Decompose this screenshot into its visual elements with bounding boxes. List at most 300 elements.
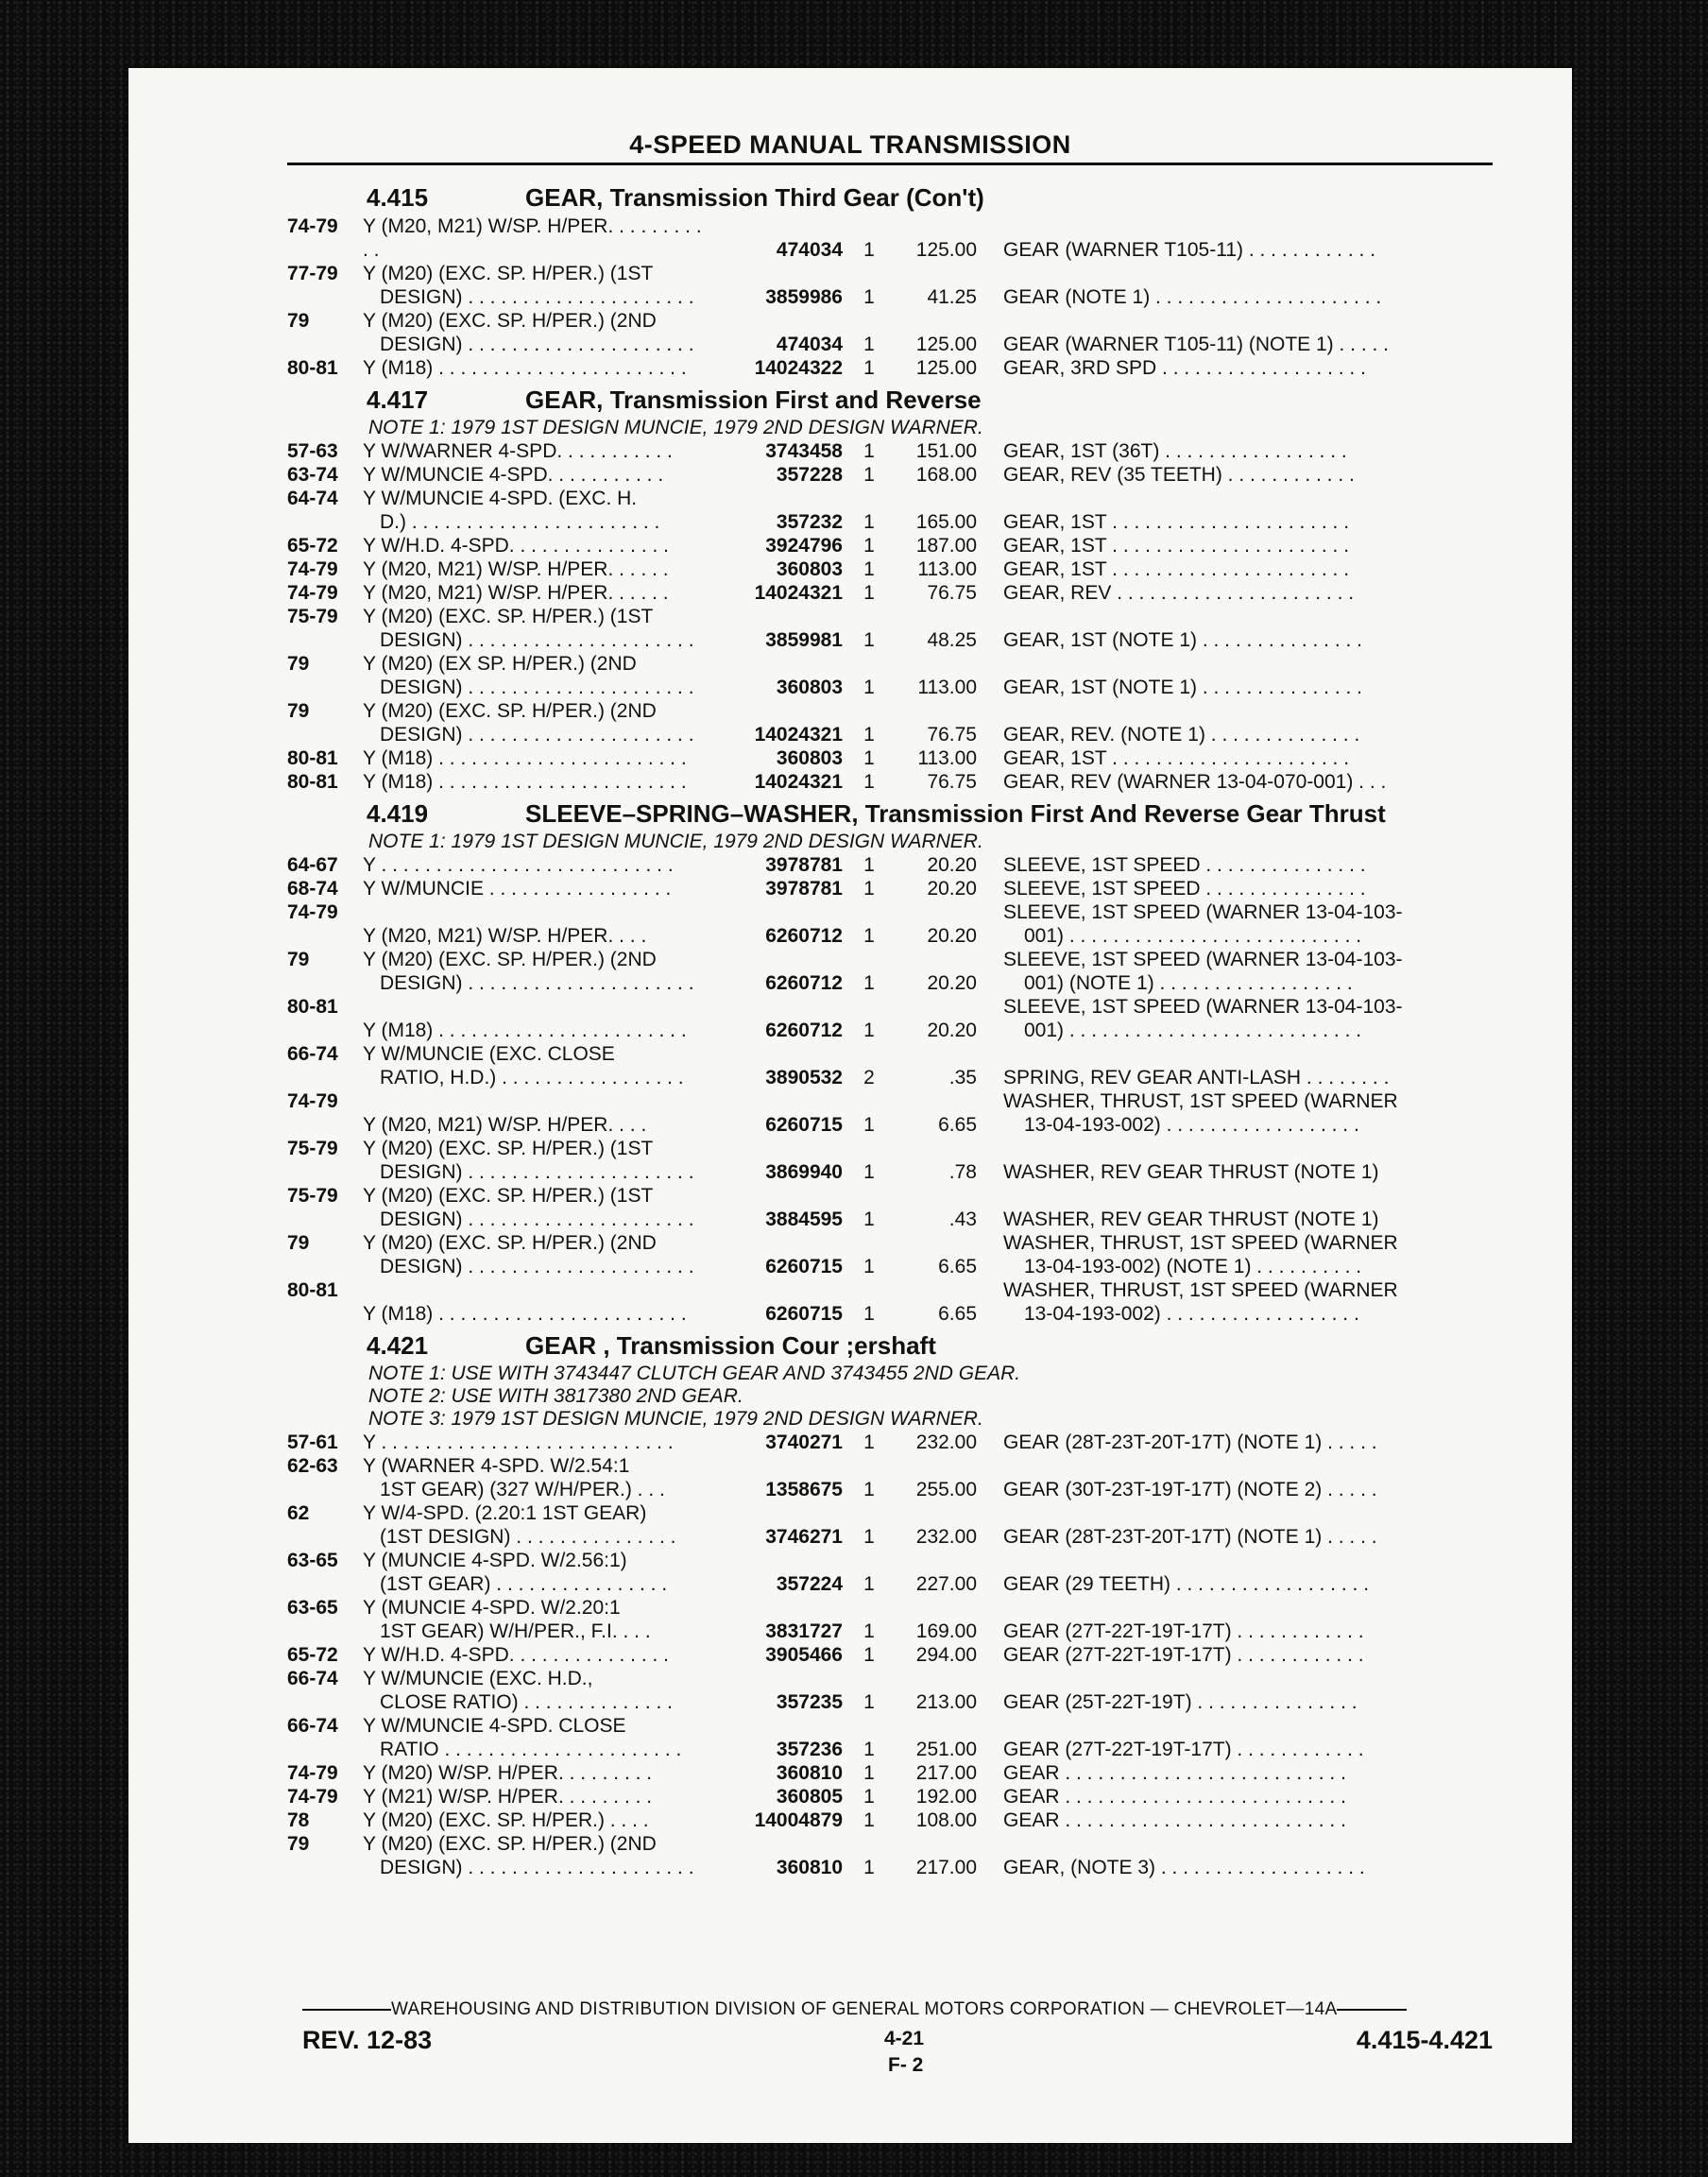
model-years: 66-74 xyxy=(287,1668,338,1689)
part-number: 14024321 xyxy=(754,724,843,746)
description-line: Y W/WARNER 4-SPD. . . . . . . . . . . xyxy=(363,440,673,462)
sub-page-number: F- 2 xyxy=(888,2054,924,2076)
part-number: 3859981 xyxy=(765,629,843,651)
description-line: Y . . . . . . . . . . . . . . . . . . . . . . . . . . . xyxy=(363,854,674,876)
quantity: 1 xyxy=(863,1114,875,1136)
part-row xyxy=(287,1549,1506,1596)
list-price: 20.20 xyxy=(927,854,977,876)
list-price: 20.20 xyxy=(927,1020,977,1041)
section-number: 4.421 xyxy=(367,1331,429,1360)
section-header xyxy=(287,799,1506,828)
description-line: Y (MUNCIE 4-SPD. W/2.56:1) xyxy=(363,1550,627,1571)
description-line: (1ST GEAR) . . . . . . . . . . . . . . . . xyxy=(380,1573,668,1595)
part-name xyxy=(990,1690,1506,1714)
part-name-line: 001) . . . . . . . . . . . . . . . . . . . . . . . . . . . xyxy=(1024,1020,1362,1041)
part-name-line: 13-04-193-002) (NOTE 1) . . . . . . . . . . xyxy=(1024,1256,1362,1277)
part-number: 3831727 xyxy=(765,1620,843,1642)
part-name xyxy=(990,1478,1506,1501)
part-name-line: GEAR (28T-23T-20T-17T) (NOTE 1) . . . . . xyxy=(1003,1526,1377,1548)
description-line: DESIGN) . . . . . . . . . . . . . . . . . . . . . xyxy=(380,334,694,355)
description-line: Y (M20) (EXC. SP. H/PER.) . . . . xyxy=(363,1809,649,1831)
application-description xyxy=(363,605,712,652)
part-row xyxy=(287,581,1506,605)
application-description xyxy=(363,770,712,794)
list-price: 113.00 xyxy=(917,677,977,698)
description-line: Y . . . . . . . . . . . . . . . . . . . . . . . . . . . xyxy=(363,1431,674,1453)
section-title: GEAR, Transmission First and Reverse xyxy=(525,386,982,414)
page-number: 4-21 xyxy=(884,2028,925,2049)
part-name xyxy=(990,948,1506,995)
application-description xyxy=(363,853,712,877)
part-name xyxy=(990,238,1506,262)
footer-division-line xyxy=(302,1999,1493,2020)
part-name xyxy=(990,333,1506,356)
description-line: Y W/MUNCIE (EXC. H.D., xyxy=(363,1668,593,1689)
quantity: 1 xyxy=(863,464,875,486)
list-price: 192.00 xyxy=(915,1786,977,1808)
application-description xyxy=(363,487,712,534)
description-line: Y (M20) (EXC. SP. H/PER.) (2ND xyxy=(363,1232,657,1254)
part-number: 360810 xyxy=(776,1857,843,1878)
part-number: 6260712 xyxy=(765,1020,843,1041)
parts-listing xyxy=(287,178,1506,1879)
part-name-line: 13-04-193-002) . . . . . . . . . . . . . . . . . . xyxy=(1024,1114,1359,1136)
model-years: 79 xyxy=(287,700,310,722)
list-price: 76.75 xyxy=(927,582,977,604)
list-price: 6.65 xyxy=(938,1303,977,1325)
description-line: DESIGN) . . . . . . . . . . . . . . . . . . . . . xyxy=(380,1256,694,1277)
footer-division-text: WAREHOUSING AND DISTRIBUTION DIVISION OF GENERAL MOTORS CORPORATION — CHEVROLET—14A xyxy=(391,1999,1338,2019)
description-line: Y W/4-SPD. (2.20:1 1ST GEAR) xyxy=(363,1502,647,1524)
description-line: Y (M20, M21) W/SP. H/PER. . . . xyxy=(363,1114,647,1136)
application-description xyxy=(363,1549,712,1596)
quantity: 1 xyxy=(863,1161,875,1183)
model-years: 62-63 xyxy=(287,1455,338,1477)
model-years: 79 xyxy=(287,949,310,970)
list-price: 213.00 xyxy=(915,1691,977,1713)
revision-date: REV. 12-83 xyxy=(302,2026,433,2054)
application-description xyxy=(363,1808,712,1832)
model-years: 63-74 xyxy=(287,464,338,486)
part-name-line: GEAR, 1ST . . . . . . . . . . . . . . . . . . . . . . xyxy=(1003,535,1350,557)
description-line: DESIGN) . . . . . . . . . . . . . . . . . . . . . xyxy=(380,677,694,698)
description-line: Y (M20, M21) W/SP. H/PER. . . . . . xyxy=(363,558,669,580)
list-price: 20.20 xyxy=(927,878,977,900)
part-number: 14024321 xyxy=(754,771,843,793)
application-description xyxy=(363,699,712,746)
part-name-line: SPRING, REV GEAR ANTI-LASH . . . . . . . . xyxy=(1003,1067,1390,1088)
application-description xyxy=(363,557,712,581)
part-name-line: 001) (NOTE 1) . . . . . . . . . . . . . . . . . . xyxy=(1024,972,1353,994)
application-description xyxy=(363,1832,712,1879)
part-number: 3890532 xyxy=(765,1067,843,1088)
part-number: 360805 xyxy=(776,1786,843,1808)
section-range: 4.415-4.421 xyxy=(1356,2026,1493,2054)
part-name-line: WASHER, THRUST, 1ST SPEED (WARNER xyxy=(1003,1090,1398,1112)
description-line: Y (M20, M21) W/SP. H/PER. . . . . . . . . . . xyxy=(363,215,702,261)
part-name-line: GEAR, 3RD SPD . . . . . . . . . . . . . . . . . . . xyxy=(1003,357,1366,379)
quantity: 1 xyxy=(863,747,875,769)
part-name xyxy=(990,900,1506,948)
part-row xyxy=(287,746,1506,770)
quantity: 1 xyxy=(863,511,875,533)
list-price: .43 xyxy=(948,1208,977,1230)
model-years: 74-79 xyxy=(287,215,338,237)
part-row xyxy=(287,1643,1506,1667)
description-line: Y W/MUNCIE 4-SPD. (EXC. H. xyxy=(363,488,638,509)
part-name xyxy=(990,439,1506,463)
application-description xyxy=(363,1667,712,1714)
part-name-line: GEAR (25T-22T-19T) . . . . . . . . . . . . . . . xyxy=(1003,1691,1358,1713)
model-years: 74-79 xyxy=(287,1762,338,1784)
part-name-line: GEAR . . . . . . . . . . . . . . . . . . . . . . . . . . xyxy=(1003,1809,1346,1831)
model-years: 79 xyxy=(287,653,310,675)
application-description xyxy=(363,1113,712,1137)
part-name xyxy=(990,1785,1506,1808)
part-number: 14004879 xyxy=(754,1809,843,1831)
application-description xyxy=(363,652,712,699)
section-number: 4.415 xyxy=(367,183,429,212)
part-name xyxy=(990,534,1506,557)
catalog-page xyxy=(128,68,1572,2143)
part-number: 357236 xyxy=(776,1739,843,1760)
quantity: 1 xyxy=(863,1573,875,1595)
part-row xyxy=(287,1596,1506,1643)
description-line: Y W/MUNCIE . . . . . . . . . . . . . . . . . xyxy=(363,878,672,900)
description-line: Y (M20) (EXC. SP. H/PER.) (1ST xyxy=(363,606,654,627)
model-years: 74-79 xyxy=(287,901,338,923)
part-name xyxy=(990,510,1506,534)
part-row xyxy=(287,1137,1506,1184)
description-line: DESIGN) . . . . . . . . . . . . . . . . . . . . . xyxy=(380,724,694,746)
part-number: 3859986 xyxy=(765,286,843,308)
part-row xyxy=(287,1714,1506,1761)
quantity: 1 xyxy=(863,629,875,651)
part-name xyxy=(990,1761,1506,1785)
part-row xyxy=(287,309,1506,356)
list-price: .78 xyxy=(948,1161,977,1183)
part-name-line: GEAR (WARNER T105-11) (NOTE 1) . . . . . xyxy=(1003,334,1390,355)
part-name xyxy=(990,723,1506,746)
part-name xyxy=(990,995,1506,1042)
section-title: GEAR , Transmission Cour ;ershaft xyxy=(525,1331,936,1360)
quantity: 1 xyxy=(863,1208,875,1230)
part-number: 6260712 xyxy=(765,925,843,947)
model-years: 57-61 xyxy=(287,1431,338,1453)
model-years: 74-79 xyxy=(287,582,338,604)
section-note: NOTE 2: USE WITH 3817380 2ND GEAR. xyxy=(368,1385,743,1407)
part-name-line: GEAR, REV (35 TEETH) . . . . . . . . . . . . xyxy=(1003,464,1355,486)
application-description xyxy=(363,1785,712,1808)
model-years: 68-74 xyxy=(287,878,338,900)
description-line: Y (M20, M21) W/SP. H/PER. . . . xyxy=(363,925,647,947)
description-line: Y (M20) (EXC. SP. H/PER.) (2ND xyxy=(363,310,657,332)
list-price: 20.20 xyxy=(927,925,977,947)
model-years: 57-63 xyxy=(287,440,338,462)
quantity: 1 xyxy=(863,677,875,698)
section-note: NOTE 1: 1979 1ST DESIGN MUNCIE, 1979 2ND DESIGN WARNER. xyxy=(368,831,983,852)
section-header xyxy=(287,183,1506,212)
part-name xyxy=(990,628,1506,652)
description-line: Y W/MUNCIE 4-SPD. CLOSE xyxy=(363,1715,626,1737)
part-name xyxy=(990,463,1506,487)
part-number: 474034 xyxy=(776,334,843,355)
quantity: 1 xyxy=(863,1526,875,1548)
part-name xyxy=(990,877,1506,900)
part-row xyxy=(287,1832,1506,1879)
quantity: 1 xyxy=(863,972,875,994)
part-name-line: GEAR, REV . . . . . . . . . . . . . . . . . . . . . . xyxy=(1003,582,1355,604)
application-description xyxy=(363,877,712,900)
description-line: D.) . . . . . . . . . . . . . . . . . . . . . . . xyxy=(380,511,660,533)
list-price: 41.25 xyxy=(927,286,977,308)
quantity: 1 xyxy=(863,1644,875,1666)
part-name xyxy=(990,1160,1506,1184)
part-row xyxy=(287,699,1506,746)
application-description xyxy=(363,1137,712,1184)
application-description xyxy=(363,356,712,380)
part-name-line: GEAR (27T-22T-19T-17T) . . . . . . . . . . . . xyxy=(1003,1739,1364,1760)
model-years: 74-79 xyxy=(287,1786,338,1808)
part-name-line: GEAR, 1ST (36T) . . . . . . . . . . . . . . . . . xyxy=(1003,440,1347,462)
description-line: Y W/H.D. 4-SPD. . . . . . . . . . . . . . . xyxy=(363,1644,670,1666)
part-row xyxy=(287,262,1506,309)
description-line: Y (M20) (EXC. SP. H/PER.) (1ST xyxy=(363,263,654,284)
list-price: 6.65 xyxy=(938,1256,977,1277)
section-note: NOTE 1: USE WITH 3743447 CLUTCH GEAR AND 3743455 2ND GEAR. xyxy=(368,1363,1021,1384)
part-number: 6260715 xyxy=(765,1114,843,1136)
description-line: DESIGN) . . . . . . . . . . . . . . . . . . . . . xyxy=(380,629,694,651)
part-number: 360803 xyxy=(776,747,843,769)
model-years: 80-81 xyxy=(287,771,338,793)
application-description xyxy=(363,1501,712,1549)
model-years: 80-81 xyxy=(287,747,338,769)
quantity: 1 xyxy=(863,239,875,261)
list-price: 20.20 xyxy=(927,972,977,994)
part-name-line: GEAR (30T-23T-19T-17T) (NOTE 2) . . . . . xyxy=(1003,1479,1377,1500)
description-line: 1ST GEAR) W/H/PER., F.I. . . . xyxy=(380,1620,651,1642)
part-row xyxy=(287,1042,1506,1089)
application-description xyxy=(363,1231,712,1278)
quantity: 1 xyxy=(863,1691,875,1713)
description-line: Y (M18) . . . . . . . . . . . . . . . . . . . . . . . xyxy=(363,747,687,769)
part-row xyxy=(287,1278,1506,1326)
part-name xyxy=(990,1278,1506,1326)
quantity: 1 xyxy=(863,440,875,462)
part-number: 3978781 xyxy=(765,854,843,876)
list-price: 168.00 xyxy=(915,464,977,486)
model-years: 63-65 xyxy=(287,1597,338,1619)
part-name xyxy=(990,676,1506,699)
page-title: 4-SPEED MANUAL TRANSMISSION xyxy=(629,130,1071,159)
part-name-line: GEAR, 1ST . . . . . . . . . . . . . . . . . . . . . . xyxy=(1003,747,1350,769)
part-name xyxy=(990,1066,1506,1089)
section-header xyxy=(287,386,1506,414)
model-years: 77-79 xyxy=(287,263,338,284)
part-name xyxy=(990,557,1506,581)
list-price: 6.65 xyxy=(938,1114,977,1136)
part-name xyxy=(990,1208,1506,1231)
part-name xyxy=(990,1643,1506,1667)
part-name-line: WASHER, REV GEAR THRUST (NOTE 1) xyxy=(1003,1161,1379,1183)
model-years: 64-67 xyxy=(287,854,338,876)
part-name xyxy=(990,1808,1506,1832)
footer-rule-right xyxy=(1337,2009,1407,2011)
application-description xyxy=(363,1042,712,1089)
part-number: 3740271 xyxy=(765,1431,843,1453)
description-line: RATIO, H.D.) . . . . . . . . . . . . . . . . . xyxy=(380,1067,684,1088)
part-name-line: GEAR (NOTE 1) . . . . . . . . . . . . . . . . . . . . . xyxy=(1003,286,1382,308)
part-number: 357235 xyxy=(776,1691,843,1713)
quantity: 1 xyxy=(863,334,875,355)
part-row xyxy=(287,770,1506,794)
description-line: Y (M21) W/SP. H/PER. . . . . . . . . xyxy=(363,1786,653,1808)
application-description xyxy=(363,309,712,356)
description-line: CLOSE RATIO) . . . . . . . . . . . . . . xyxy=(380,1691,673,1713)
part-number: 360810 xyxy=(776,1762,843,1784)
part-row xyxy=(287,900,1506,948)
part-name xyxy=(990,1431,1506,1454)
application-description xyxy=(363,1431,712,1454)
quantity: 1 xyxy=(863,1739,875,1760)
model-years: 75-79 xyxy=(287,1138,338,1159)
description-line: Y W/MUNCIE 4-SPD. . . . . . . . . . . xyxy=(363,464,664,486)
list-price: 217.00 xyxy=(915,1762,977,1784)
list-price: 217.00 xyxy=(915,1857,977,1878)
part-number: 3978781 xyxy=(765,878,843,900)
part-row xyxy=(287,1761,1506,1785)
part-number: 3884595 xyxy=(765,1208,843,1230)
part-row xyxy=(287,534,1506,557)
quantity: 1 xyxy=(863,357,875,379)
part-number: 360803 xyxy=(776,558,843,580)
quantity: 1 xyxy=(863,854,875,876)
application-description xyxy=(363,1714,712,1761)
application-description xyxy=(363,1454,712,1501)
section-title: SLEEVE–SPRING–WASHER, Transmission First And Reverse Gear Thrust xyxy=(525,799,1386,828)
model-years: 65-72 xyxy=(287,1644,338,1666)
part-name xyxy=(990,1572,1506,1596)
part-name-line: GEAR, 1ST . . . . . . . . . . . . . . . . . . . . . . xyxy=(1003,558,1350,580)
part-name xyxy=(990,1525,1506,1549)
part-row xyxy=(287,652,1506,699)
part-number: 6260712 xyxy=(765,972,843,994)
list-price: 227.00 xyxy=(915,1573,977,1595)
model-years: 78 xyxy=(287,1809,310,1831)
list-price: 294.00 xyxy=(915,1644,977,1666)
part-row xyxy=(287,557,1506,581)
part-name-line: WASHER, REV GEAR THRUST (NOTE 1) xyxy=(1003,1208,1379,1230)
application-description xyxy=(363,1596,712,1643)
quantity: 1 xyxy=(863,1762,875,1784)
part-name-line: WASHER, THRUST, 1ST SPEED (WARNER xyxy=(1003,1279,1398,1301)
part-row xyxy=(287,1785,1506,1808)
section-number: 4.417 xyxy=(367,386,429,414)
part-name-line: GEAR, 1ST (NOTE 1) . . . . . . . . . . . . . . . xyxy=(1003,677,1363,698)
part-name xyxy=(990,285,1506,309)
part-name xyxy=(990,356,1506,380)
part-name-line: WASHER, THRUST, 1ST SPEED (WARNER xyxy=(1003,1232,1398,1254)
part-name-line: GEAR . . . . . . . . . . . . . . . . . . . . . . . . . . xyxy=(1003,1786,1346,1808)
description-line: DESIGN) . . . . . . . . . . . . . . . . . . . . . xyxy=(380,1161,694,1183)
part-name xyxy=(990,581,1506,605)
part-number: 6260715 xyxy=(765,1256,843,1277)
list-price: 125.00 xyxy=(915,239,977,261)
part-number: 3869940 xyxy=(765,1161,843,1183)
application-description xyxy=(363,1643,712,1667)
application-description xyxy=(363,262,712,309)
application-description xyxy=(363,581,712,605)
part-name-line: GEAR, 1ST . . . . . . . . . . . . . . . . . . . . . . xyxy=(1003,511,1350,533)
footer-rule-left xyxy=(302,2009,391,2011)
description-line: Y (M20) (EXC. SP. H/PER.) (2ND xyxy=(363,1833,657,1855)
part-row xyxy=(287,995,1506,1042)
description-line: Y (WARNER 4-SPD. W/2.54:1 xyxy=(363,1455,630,1477)
quantity: 1 xyxy=(863,1857,875,1878)
part-number: 1358675 xyxy=(765,1479,843,1500)
application-description xyxy=(363,214,712,262)
description-line: Y (M20) W/SP. H/PER. . . . . . . . . xyxy=(363,1762,653,1784)
part-name-line: GEAR (29 TEETH) . . . . . . . . . . . . . . . . . . xyxy=(1003,1573,1370,1595)
model-years: 79 xyxy=(287,1232,310,1254)
part-row xyxy=(287,439,1506,463)
part-number: 3746271 xyxy=(765,1526,843,1548)
model-years: 65-72 xyxy=(287,535,338,557)
application-description xyxy=(363,463,712,487)
part-name xyxy=(990,1089,1506,1137)
section-header xyxy=(287,1331,1506,1360)
quantity: 1 xyxy=(863,582,875,604)
application-description xyxy=(363,439,712,463)
quantity: 1 xyxy=(863,771,875,793)
part-name xyxy=(990,1738,1506,1761)
part-name-line: SLEEVE, 1ST SPEED (WARNER 13-04-103- xyxy=(1003,996,1403,1018)
list-price: 76.75 xyxy=(927,724,977,746)
description-line: DESIGN) . . . . . . . . . . . . . . . . . . . . . xyxy=(380,1857,694,1878)
description-line: DESIGN) . . . . . . . . . . . . . . . . . . . . . xyxy=(380,972,694,994)
list-price: 108.00 xyxy=(915,1809,977,1831)
quantity: 1 xyxy=(863,1020,875,1041)
description-line: Y W/MUNCIE (EXC. CLOSE xyxy=(363,1043,615,1065)
list-price: 255.00 xyxy=(915,1479,977,1500)
part-name xyxy=(990,746,1506,770)
quantity: 1 xyxy=(863,1786,875,1808)
part-row xyxy=(287,1501,1506,1549)
list-price: 125.00 xyxy=(915,334,977,355)
part-number: 360803 xyxy=(776,677,843,698)
quantity: 1 xyxy=(863,1303,875,1325)
part-row xyxy=(287,1808,1506,1832)
part-number: 3743458 xyxy=(765,440,843,462)
model-years: 80-81 xyxy=(287,996,338,1018)
description-line: Y (M18) . . . . . . . . . . . . . . . . . . . . . . . xyxy=(363,771,687,793)
part-row xyxy=(287,1184,1506,1231)
part-row xyxy=(287,1089,1506,1137)
part-row xyxy=(287,463,1506,487)
quantity: 1 xyxy=(863,1620,875,1642)
part-number: 3924796 xyxy=(765,535,843,557)
application-description xyxy=(363,1302,712,1326)
quantity: 1 xyxy=(863,878,875,900)
part-row xyxy=(287,877,1506,900)
description-line: Y (MUNCIE 4-SPD. W/2.20:1 xyxy=(363,1597,621,1619)
part-number: 14024321 xyxy=(754,582,843,604)
model-years: 80-81 xyxy=(287,1279,338,1301)
application-description xyxy=(363,1019,712,1042)
quantity: 1 xyxy=(863,1431,875,1453)
description-line: Y W/H.D. 4-SPD. . . . . . . . . . . . . . . xyxy=(363,535,670,557)
part-number: 474034 xyxy=(776,239,843,261)
